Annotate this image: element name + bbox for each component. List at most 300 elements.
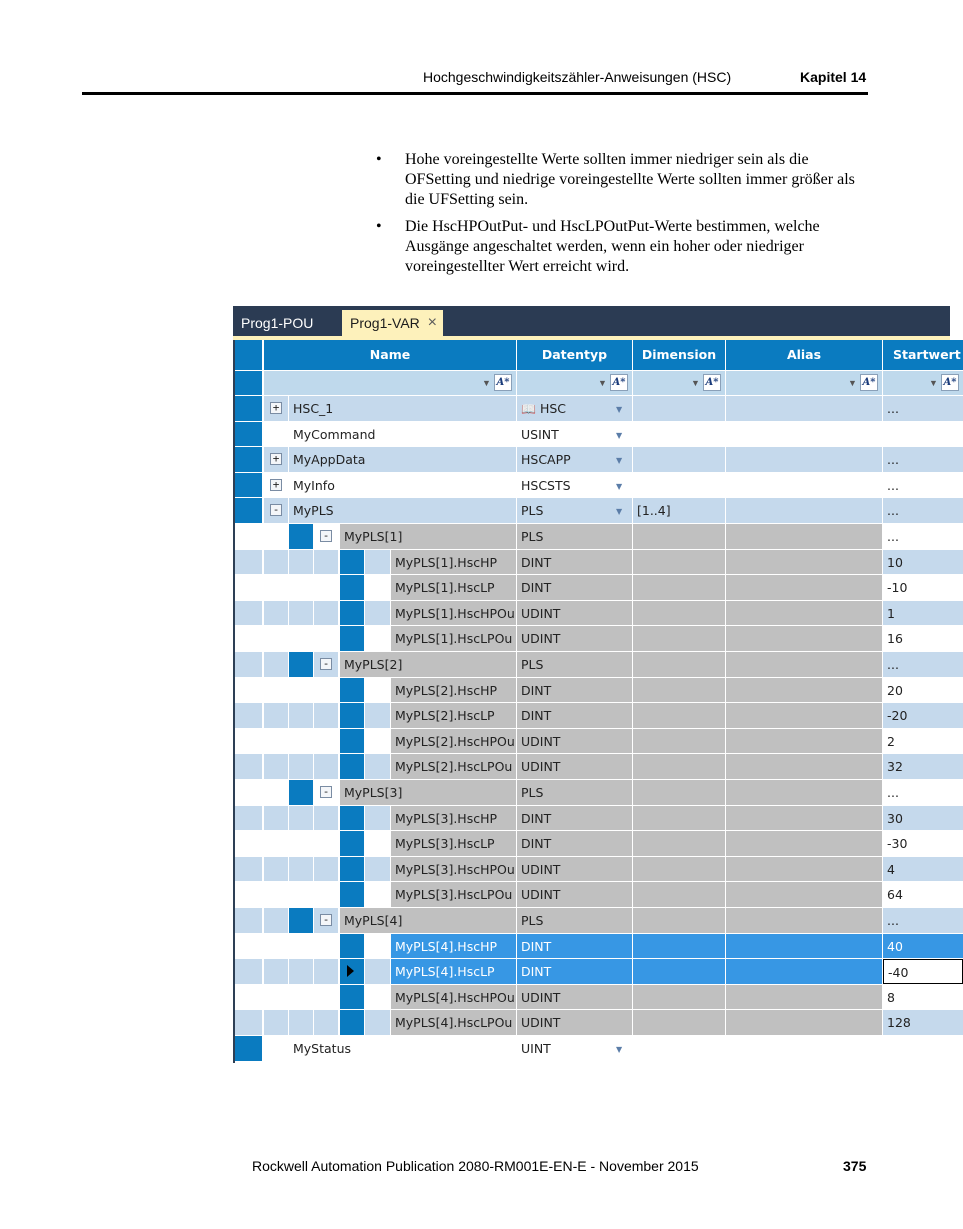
dropdown-arrow-icon[interactable]: ▼ bbox=[616, 1045, 623, 1054]
bullet-dot: • bbox=[376, 218, 382, 235]
cell-dim[interactable] bbox=[633, 729, 725, 754]
cell-alias[interactable] bbox=[726, 857, 882, 882]
cell-text: MyInfo bbox=[293, 477, 335, 493]
cell-init[interactable] bbox=[883, 678, 963, 703]
cell-dim[interactable] bbox=[633, 831, 725, 856]
header-rule bbox=[82, 92, 868, 95]
indent-cell bbox=[289, 908, 313, 933]
indent-cell bbox=[264, 626, 288, 651]
filter-cell[interactable] bbox=[633, 371, 725, 395]
bullet-text: Die HscHPOutPut- und HscLPOutPut-Werte bestimmen, welche Ausgänge angeschaltet werden, wenn ein hoher oder niedriger voreingestellter Wert erreicht wird. bbox=[405, 218, 820, 275]
cell-alias[interactable] bbox=[726, 882, 882, 907]
cell-name[interactable] bbox=[391, 985, 516, 1010]
tab-bar bbox=[233, 306, 950, 336]
row-selector[interactable] bbox=[235, 601, 262, 626]
cell-name[interactable] bbox=[391, 1010, 516, 1035]
cell-dim[interactable] bbox=[633, 806, 725, 831]
cell-init[interactable] bbox=[883, 575, 963, 600]
dropdown-arrow-icon[interactable]: ▼ bbox=[616, 456, 623, 466]
cell-type[interactable] bbox=[517, 498, 632, 523]
indent-cell bbox=[340, 806, 364, 831]
cell-name[interactable] bbox=[289, 447, 516, 472]
indent-cell bbox=[314, 934, 338, 959]
cell-init[interactable] bbox=[883, 985, 963, 1010]
cell-type[interactable] bbox=[517, 447, 632, 472]
cell-name[interactable] bbox=[391, 857, 516, 882]
cell-init[interactable] bbox=[883, 396, 963, 421]
bullet-item bbox=[376, 150, 876, 210]
cell-text: MyPLS[2].HscHPOu bbox=[395, 733, 515, 749]
indent-cell bbox=[289, 882, 313, 907]
cell-init[interactable] bbox=[883, 959, 963, 984]
cell-init[interactable] bbox=[883, 550, 963, 575]
cell-text: -10 bbox=[887, 580, 908, 596]
cell-alias[interactable] bbox=[726, 1010, 882, 1035]
cell-text: MyPLS[1].HscHP bbox=[395, 554, 498, 570]
indent-cell bbox=[365, 678, 390, 703]
indent-cell bbox=[365, 626, 390, 651]
cell-type[interactable] bbox=[517, 626, 632, 651]
indent-cell bbox=[365, 550, 390, 575]
cell-dim[interactable] bbox=[633, 601, 725, 626]
cell-type[interactable] bbox=[517, 703, 632, 728]
cell-type[interactable] bbox=[517, 575, 632, 600]
cell-name[interactable] bbox=[289, 396, 516, 421]
column-header-label: Datentyp bbox=[541, 347, 608, 362]
indent-cell bbox=[340, 754, 364, 779]
cell-type[interactable] bbox=[517, 729, 632, 754]
column-header-startwert[interactable] bbox=[883, 340, 963, 370]
row-selector[interactable] bbox=[235, 422, 262, 447]
tab-label: Prog1-POU bbox=[241, 315, 314, 331]
dropdown-arrow-icon[interactable]: ▼ bbox=[616, 481, 623, 491]
cell-dim[interactable] bbox=[633, 550, 725, 575]
variable-editor-screenshot bbox=[233, 306, 961, 1063]
cell-alias[interactable] bbox=[726, 601, 882, 626]
row-selector[interactable] bbox=[235, 780, 262, 805]
cell-dim[interactable] bbox=[633, 908, 725, 933]
cell-dim[interactable] bbox=[633, 703, 725, 728]
tab-prog1-var[interactable] bbox=[342, 310, 443, 336]
indent-cell bbox=[264, 524, 288, 549]
collapse-icon[interactable]: - bbox=[270, 504, 282, 516]
collapse-icon[interactable]: - bbox=[320, 914, 332, 926]
row-selector[interactable] bbox=[235, 498, 262, 523]
row-selector[interactable] bbox=[235, 396, 262, 421]
filter-icon[interactable]: A* bbox=[703, 374, 721, 391]
cell-init[interactable] bbox=[883, 729, 963, 754]
tab-prog1-pou[interactable] bbox=[233, 310, 338, 336]
indent-cell bbox=[365, 703, 390, 728]
cell-name[interactable] bbox=[391, 729, 516, 754]
cell-alias[interactable] bbox=[726, 422, 882, 447]
cell-init[interactable] bbox=[883, 473, 963, 498]
indent-cell bbox=[289, 575, 313, 600]
cell-text: UDINT bbox=[521, 1015, 561, 1031]
cell-name[interactable] bbox=[391, 754, 516, 779]
indent-cell bbox=[289, 678, 313, 703]
collapse-icon[interactable]: - bbox=[320, 786, 332, 798]
column-header-name[interactable] bbox=[264, 340, 516, 370]
expand-icon[interactable]: + bbox=[270, 453, 282, 465]
cell-type[interactable] bbox=[517, 908, 632, 933]
current-row-pointer-icon bbox=[347, 965, 354, 977]
cell-init[interactable] bbox=[883, 831, 963, 856]
chevron-down-icon[interactable]: ▼ bbox=[482, 378, 491, 388]
cell-dim[interactable] bbox=[633, 934, 725, 959]
cell-dim[interactable] bbox=[633, 473, 725, 498]
cell-dim[interactable] bbox=[633, 447, 725, 472]
cell-text: -40 bbox=[888, 965, 909, 981]
cell-dim[interactable] bbox=[633, 396, 725, 421]
row-selector[interactable] bbox=[235, 806, 262, 831]
cell-alias[interactable] bbox=[726, 985, 882, 1010]
cell-name[interactable] bbox=[391, 601, 516, 626]
filter-row-selector bbox=[235, 371, 262, 395]
cell-dim[interactable] bbox=[633, 857, 725, 882]
filter-cell[interactable] bbox=[517, 371, 632, 395]
row-selector[interactable] bbox=[235, 934, 262, 959]
cell-dim[interactable] bbox=[633, 754, 725, 779]
cell-init[interactable] bbox=[883, 754, 963, 779]
cell-name[interactable] bbox=[391, 678, 516, 703]
indent-cell bbox=[340, 678, 364, 703]
cell-dim[interactable] bbox=[633, 498, 725, 523]
indent-cell bbox=[264, 831, 288, 856]
indent-cell bbox=[340, 575, 364, 600]
cell-type[interactable] bbox=[517, 754, 632, 779]
cell-dim[interactable] bbox=[633, 575, 725, 600]
cell-text: ... bbox=[887, 452, 899, 468]
cell-dim[interactable] bbox=[633, 652, 725, 677]
cell-text: MyAppData bbox=[293, 452, 366, 468]
filter-cell[interactable] bbox=[264, 371, 516, 395]
cell-init[interactable] bbox=[883, 857, 963, 882]
cell-name[interactable] bbox=[391, 806, 516, 831]
chevron-down-icon[interactable]: ▼ bbox=[929, 378, 938, 388]
cell-init[interactable] bbox=[883, 626, 963, 651]
cell-alias[interactable] bbox=[726, 780, 882, 805]
filter-icon[interactable]: A* bbox=[494, 374, 512, 391]
cell-name[interactable] bbox=[289, 422, 516, 447]
cell-type[interactable] bbox=[517, 831, 632, 856]
cell-alias[interactable] bbox=[726, 703, 882, 728]
cell-text: 1 bbox=[887, 605, 895, 621]
indent-cell bbox=[289, 729, 313, 754]
cell-text: 16 bbox=[887, 631, 903, 647]
row-selector[interactable] bbox=[235, 908, 262, 933]
cell-text: MyPLS[4] bbox=[344, 913, 403, 928]
cell-text: MyPLS[3].HscLP bbox=[395, 836, 495, 852]
cell-text: PLS bbox=[521, 529, 544, 544]
indent-cell bbox=[314, 626, 338, 651]
cell-text: MyPLS[3].HscHPOu bbox=[395, 861, 515, 877]
cell-name[interactable] bbox=[391, 959, 516, 984]
cell-text: 20 bbox=[887, 682, 903, 698]
cell-text: MyPLS bbox=[293, 503, 334, 519]
cell-dim[interactable] bbox=[633, 524, 725, 549]
cell-alias[interactable] bbox=[726, 729, 882, 754]
indent-cell bbox=[289, 857, 313, 882]
cell-text: MyPLS[1].HscLPOu bbox=[395, 631, 513, 647]
cell-type[interactable] bbox=[517, 1036, 632, 1061]
indent-cell bbox=[314, 831, 338, 856]
chevron-down-icon[interactable]: ▼ bbox=[848, 378, 857, 388]
filter-cell[interactable] bbox=[726, 371, 882, 395]
indent-cell bbox=[340, 626, 364, 651]
row-selector[interactable] bbox=[235, 703, 262, 728]
cell-alias[interactable] bbox=[726, 754, 882, 779]
cell-text: DINT bbox=[521, 708, 552, 724]
row-selector[interactable] bbox=[235, 831, 262, 856]
cell-alias[interactable] bbox=[726, 1036, 882, 1061]
cell-text: MyPLS[2].HscLP bbox=[395, 708, 495, 724]
cell-text: 128 bbox=[887, 1015, 911, 1031]
cell-text: MyPLS[3] bbox=[344, 785, 403, 800]
cell-type[interactable] bbox=[517, 678, 632, 703]
cell-init[interactable] bbox=[883, 447, 963, 472]
dropdown-arrow-icon[interactable]: ▼ bbox=[616, 507, 623, 517]
row-selector[interactable] bbox=[235, 985, 262, 1010]
cell-alias[interactable] bbox=[726, 626, 882, 651]
cell-dim[interactable] bbox=[633, 985, 725, 1010]
row-selector[interactable] bbox=[235, 857, 262, 882]
cell-alias[interactable] bbox=[726, 806, 882, 831]
page-number: 375 bbox=[843, 1158, 867, 1174]
indent-cell bbox=[340, 934, 364, 959]
indent-cell bbox=[365, 754, 390, 779]
row-selector[interactable] bbox=[235, 882, 262, 907]
indent-cell bbox=[314, 754, 338, 779]
cell-type[interactable] bbox=[517, 1010, 632, 1035]
cell-name[interactable] bbox=[391, 703, 516, 728]
expand-icon[interactable]: + bbox=[270, 479, 282, 491]
indent-cell bbox=[264, 754, 288, 779]
column-header-label: Startwert bbox=[893, 347, 961, 362]
cell-name[interactable] bbox=[289, 498, 516, 523]
indent-cell bbox=[314, 575, 338, 600]
cell-alias[interactable] bbox=[726, 524, 882, 549]
indent-cell bbox=[365, 882, 390, 907]
cell-alias[interactable] bbox=[726, 498, 882, 523]
indent-cell bbox=[289, 550, 313, 575]
cell-alias[interactable] bbox=[726, 396, 882, 421]
indent-cell bbox=[289, 806, 313, 831]
indent-cell bbox=[289, 703, 313, 728]
cell-text: UDINT bbox=[521, 733, 561, 749]
cell-type[interactable] bbox=[517, 524, 632, 549]
row-selector[interactable] bbox=[235, 678, 262, 703]
row-selector[interactable] bbox=[235, 754, 262, 779]
cell-init[interactable] bbox=[883, 806, 963, 831]
cell-type[interactable] bbox=[517, 396, 632, 421]
cell-init[interactable] bbox=[883, 601, 963, 626]
cell-init[interactable] bbox=[883, 908, 963, 933]
indent-cell bbox=[264, 729, 288, 754]
filter-icon[interactable]: A* bbox=[610, 374, 628, 391]
cell-name[interactable] bbox=[391, 550, 516, 575]
cell-name[interactable] bbox=[391, 626, 516, 651]
cell-name[interactable] bbox=[391, 575, 516, 600]
cell-text: MyPLS[3].HscHP bbox=[395, 810, 498, 826]
indent-cell bbox=[289, 1010, 313, 1035]
cell-name[interactable] bbox=[391, 934, 516, 959]
cell-text: MyPLS[2].HscHP bbox=[395, 682, 498, 698]
indent-cell bbox=[340, 882, 364, 907]
filter-cell[interactable] bbox=[883, 371, 963, 395]
cell-init[interactable] bbox=[883, 780, 963, 805]
cell-init[interactable] bbox=[883, 703, 963, 728]
cell-text: DINT bbox=[521, 938, 552, 954]
row-selector[interactable] bbox=[235, 550, 262, 575]
cell-text: 32 bbox=[887, 759, 903, 775]
expand-icon[interactable]: + bbox=[270, 402, 282, 414]
cell-text: UDINT bbox=[521, 759, 561, 775]
cell-name[interactable] bbox=[340, 908, 516, 933]
indent-cell bbox=[340, 601, 364, 626]
indent-cell bbox=[289, 959, 313, 984]
cell-text: MyCommand bbox=[293, 426, 376, 442]
cell-text: 4 bbox=[887, 861, 895, 877]
cell-type[interactable] bbox=[517, 882, 632, 907]
cell-name[interactable] bbox=[391, 882, 516, 907]
cell-init[interactable] bbox=[883, 882, 963, 907]
indent-cell bbox=[365, 575, 390, 600]
row-selector[interactable] bbox=[235, 729, 262, 754]
cell-dim[interactable] bbox=[633, 882, 725, 907]
row-selector[interactable] bbox=[235, 524, 262, 549]
page-header bbox=[0, 68, 950, 88]
filter-icon[interactable]: A* bbox=[860, 374, 878, 391]
indent-cell bbox=[264, 908, 288, 933]
row-selector[interactable] bbox=[235, 1010, 262, 1035]
cell-text: 8 bbox=[887, 989, 895, 1005]
cell-type[interactable] bbox=[517, 780, 632, 805]
row-selector[interactable] bbox=[235, 447, 262, 472]
collapse-icon[interactable]: - bbox=[320, 658, 332, 670]
indent-cell bbox=[365, 959, 390, 984]
cell-type[interactable] bbox=[517, 601, 632, 626]
cell-dim[interactable] bbox=[633, 780, 725, 805]
indent-cell bbox=[314, 857, 338, 882]
collapse-icon[interactable]: - bbox=[320, 530, 332, 542]
cell-type[interactable] bbox=[517, 985, 632, 1010]
indent-cell bbox=[289, 985, 313, 1010]
cell-type[interactable] bbox=[517, 652, 632, 677]
cell-text: ... bbox=[887, 477, 899, 493]
cell-alias[interactable] bbox=[726, 678, 882, 703]
cell-alias[interactable] bbox=[726, 550, 882, 575]
dropdown-arrow-icon[interactable]: ▼ bbox=[616, 430, 623, 440]
row-selector[interactable] bbox=[235, 473, 262, 498]
indent-cell bbox=[314, 806, 338, 831]
cell-dim[interactable] bbox=[633, 1036, 725, 1061]
indent-cell bbox=[340, 729, 364, 754]
column-header-alias[interactable] bbox=[726, 340, 882, 370]
row-selector[interactable] bbox=[235, 575, 262, 600]
cell-type[interactable] bbox=[517, 857, 632, 882]
cell-init[interactable] bbox=[883, 498, 963, 523]
cell-alias[interactable] bbox=[726, 575, 882, 600]
cell-type[interactable] bbox=[517, 422, 632, 447]
column-header-datentyp[interactable] bbox=[517, 340, 632, 370]
indent-cell bbox=[264, 806, 288, 831]
cell-text: ... bbox=[887, 785, 899, 800]
cell-dim[interactable] bbox=[633, 626, 725, 651]
cell-text: MyPLS[2].HscLPOu bbox=[395, 759, 513, 775]
indent-cell bbox=[340, 831, 364, 856]
cell-dim[interactable] bbox=[633, 959, 725, 984]
indent-cell bbox=[365, 985, 390, 1010]
cell-text: MyPLS[3].HscLPOu bbox=[395, 887, 513, 903]
filter-icon[interactable]: A* bbox=[941, 374, 959, 391]
cell-type[interactable] bbox=[517, 934, 632, 959]
cell-alias[interactable] bbox=[726, 959, 882, 984]
cell-alias[interactable] bbox=[726, 908, 882, 933]
cell-name[interactable] bbox=[391, 831, 516, 856]
cell-name[interactable] bbox=[340, 780, 516, 805]
cell-name[interactable] bbox=[340, 652, 516, 677]
cell-text: ... bbox=[887, 657, 899, 672]
expander-cell bbox=[264, 1036, 288, 1061]
indent-cell bbox=[264, 857, 288, 882]
cell-init[interactable] bbox=[883, 652, 963, 677]
cell-text: DINT bbox=[521, 554, 552, 570]
cell-alias[interactable] bbox=[726, 831, 882, 856]
row-selector[interactable] bbox=[235, 652, 262, 677]
indent-cell bbox=[264, 678, 288, 703]
cell-alias[interactable] bbox=[726, 447, 882, 472]
cell-type[interactable] bbox=[517, 806, 632, 831]
row-selector[interactable] bbox=[235, 626, 262, 651]
cell-dim[interactable] bbox=[633, 422, 725, 447]
bullet-dot: • bbox=[376, 151, 382, 168]
row-selector[interactable] bbox=[235, 959, 262, 984]
chevron-down-icon[interactable]: ▼ bbox=[691, 378, 700, 388]
cell-init[interactable] bbox=[883, 934, 963, 959]
cell-init[interactable] bbox=[883, 1010, 963, 1035]
indent-cell bbox=[365, 1010, 390, 1035]
cell-alias[interactable] bbox=[726, 652, 882, 677]
cell-init[interactable] bbox=[883, 422, 963, 447]
cell-dim[interactable] bbox=[633, 1010, 725, 1035]
indent-cell bbox=[289, 652, 313, 677]
dropdown-arrow-icon[interactable]: ▼ bbox=[616, 405, 623, 414]
cell-type[interactable] bbox=[517, 959, 632, 984]
cell-type[interactable] bbox=[517, 473, 632, 498]
close-icon[interactable]: × bbox=[427, 314, 437, 331]
cell-init[interactable] bbox=[883, 1036, 963, 1061]
cell-type[interactable] bbox=[517, 550, 632, 575]
cell-name[interactable] bbox=[289, 473, 516, 498]
chevron-down-icon[interactable]: ▼ bbox=[598, 378, 607, 388]
indent-cell bbox=[289, 934, 313, 959]
cell-alias[interactable] bbox=[726, 473, 882, 498]
cell-dim[interactable] bbox=[633, 678, 725, 703]
cell-init[interactable] bbox=[883, 524, 963, 549]
cell-text: HSC bbox=[539, 401, 567, 416]
cell-text: 10 bbox=[887, 554, 903, 570]
indent-cell bbox=[289, 524, 313, 549]
cell-name[interactable] bbox=[289, 1036, 516, 1061]
indent-cell bbox=[314, 601, 338, 626]
row-selector[interactable] bbox=[235, 1036, 262, 1061]
cell-name[interactable] bbox=[340, 524, 516, 549]
cell-text: MyPLS[2] bbox=[344, 657, 403, 672]
indent-cell bbox=[365, 729, 390, 754]
cell-alias[interactable] bbox=[726, 934, 882, 959]
column-header-dimension[interactable] bbox=[633, 340, 725, 370]
